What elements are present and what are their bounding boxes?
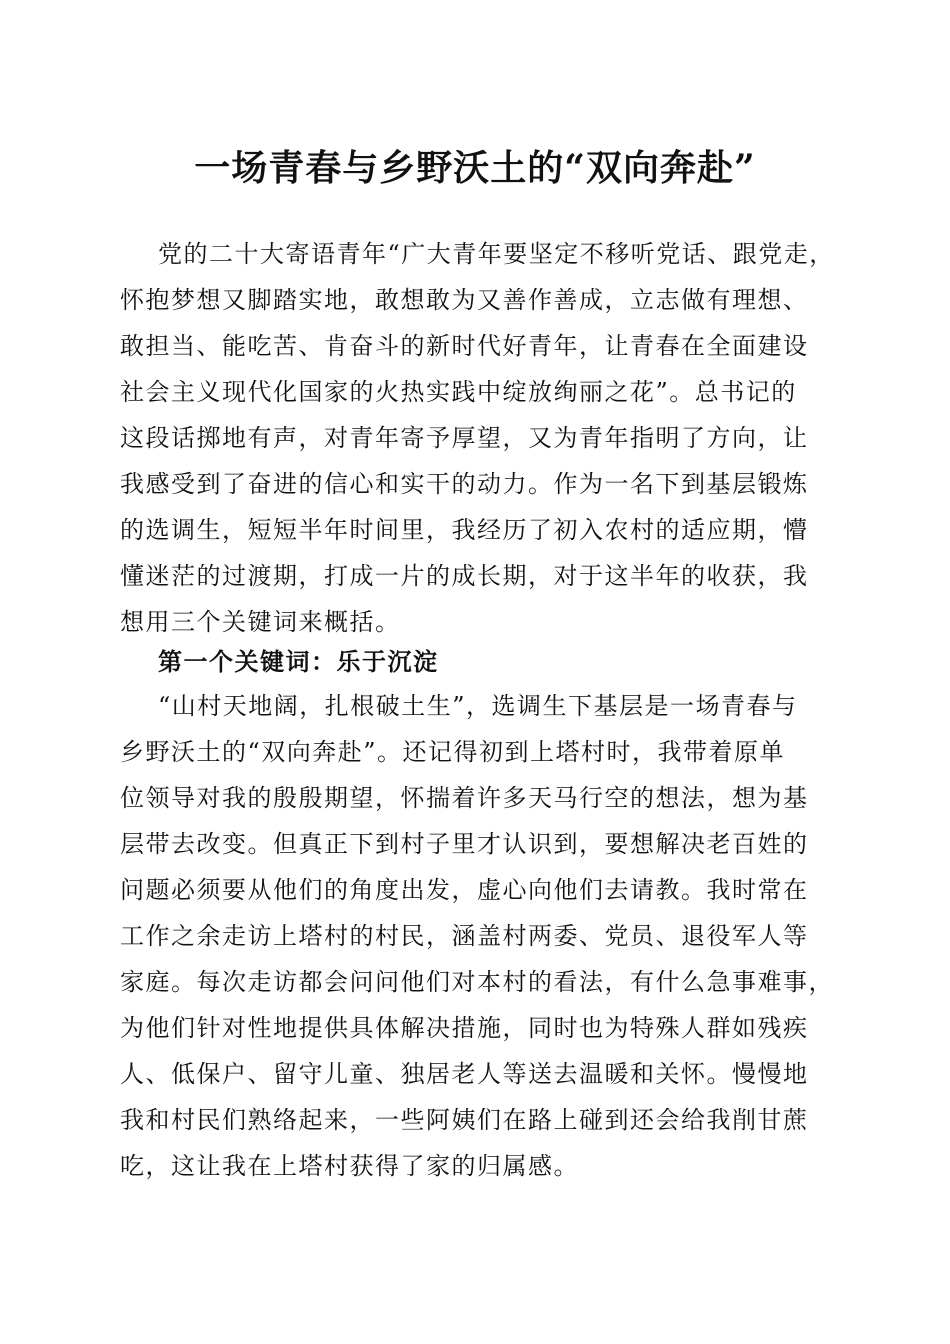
- paragraph-2-line: 家庭。每次走访都会问问他们对本村的看法，有什么急事难事，: [120, 968, 834, 996]
- paragraph-2-line: 层带去改变。但真正下到村子里才认识到，要想解决老百姓的: [120, 830, 809, 858]
- section-heading: 第一个关键词：乐于沉淀: [158, 647, 439, 676]
- paragraph-1-line: 党的二十大寄语青年“广大青年要坚定不移听党话、跟党走，: [158, 240, 835, 268]
- paragraph-2-line: 位领导对我的殷殷期望，怀揣着许多天马行空的想法，想为基: [120, 784, 809, 812]
- paragraph-1-line: 的选调生，短短半年时间里，我经历了初入农村的适应期，懵: [120, 516, 809, 544]
- paragraph-1-line: 怀抱梦想又脚踏实地，敢想敢为又善作善成，立志做有理想、: [120, 286, 809, 314]
- paragraph-2-line: 人、低保户、留守儿童、独居老人等送去温暖和关怀。慢慢地: [120, 1060, 809, 1088]
- paragraph-1-line: 我感受到了奋进的信心和实干的动力。作为一名下到基层锻炼: [120, 470, 809, 498]
- paragraph-1-line: 这段话掷地有声，对青年寄予厚望，又为青年指明了方向，让: [120, 424, 809, 452]
- paragraph-2-line: “山村天地阔，扎根破土生”，选调生下基层是一场青春与: [158, 692, 798, 720]
- paragraph-1-line: 敢担当、能吃苦、肯奋斗的新时代好青年，让青春在全面建设: [120, 332, 809, 360]
- paragraph-1-line: 社会主义现代化国家的火热实践中绽放绚丽之花”。总书记的: [120, 378, 797, 406]
- paragraph-2-line: 我和村民们熟络起来，一些阿姨们在路上碰到还会给我削甘蔗: [120, 1106, 809, 1134]
- paragraph-2-line: 乡野沃土的“双向奔赴”。还记得初到上塔村时，我带着原单: [120, 738, 786, 766]
- paragraph-1-line: 想用三个关键词来概括。: [120, 608, 401, 636]
- paragraph-1-line: 懂迷茫的过渡期，打成一片的成长期，对于这半年的收获，我: [120, 562, 809, 590]
- document-title: 一场青春与乡野沃土的“双向奔赴”: [194, 147, 756, 189]
- paragraph-2-line: 工作之余走访上塔村的村民，涵盖村两委、党员、退役军人等: [120, 922, 809, 950]
- paragraph-2-line: 问题必须要从他们的角度出发，虚心向他们去请教。我时常在: [120, 876, 809, 904]
- paragraph-2-line: 为他们针对性地提供具体解决措施，同时也为特殊人群如残疾: [120, 1014, 809, 1042]
- paragraph-2-line: 吃，这让我在上塔村获得了家的归属感。: [120, 1152, 579, 1180]
